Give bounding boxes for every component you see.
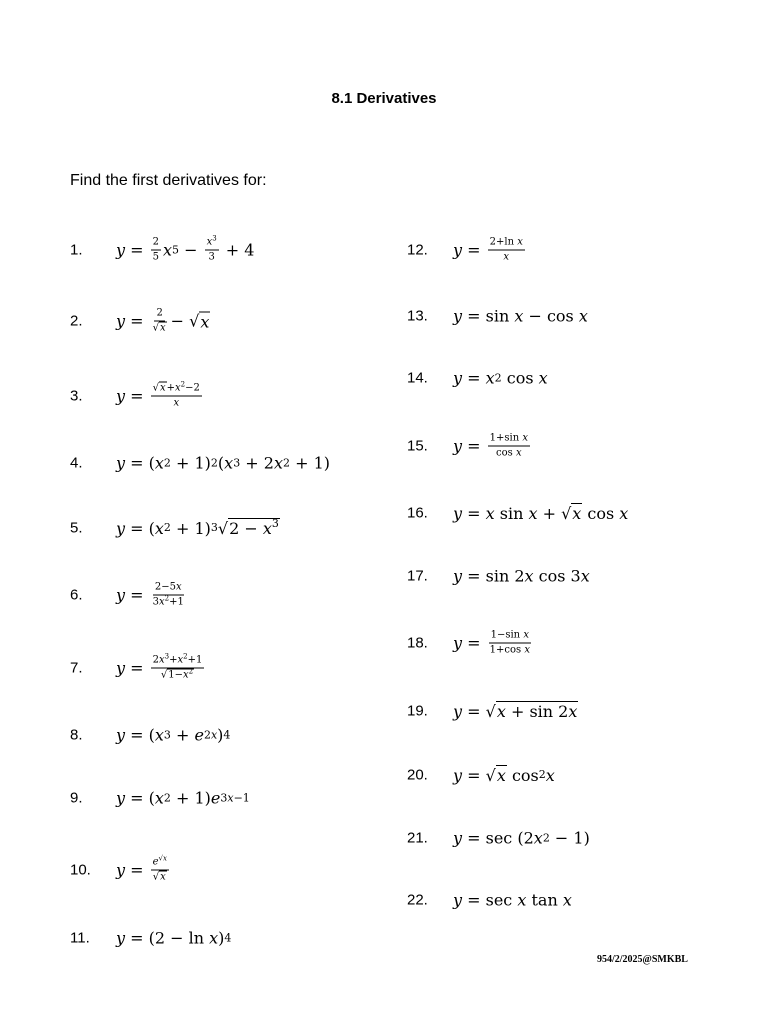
problem-number: 6. xyxy=(70,586,83,604)
page-title: 8.1 Derivatives xyxy=(331,90,437,107)
problem-expression: y = sin x − cos x xyxy=(453,306,588,326)
problem-expression: y = sin 2 x cos 3 x xyxy=(453,566,590,586)
problem-number: 4. xyxy=(70,454,83,472)
problem-number: 11. xyxy=(70,929,90,947)
problem-number: 9. xyxy=(70,789,83,807)
problem-number: 13. xyxy=(407,307,428,325)
problem-number: 5. xyxy=(70,519,83,537)
problem-expression: y = $\frac{\text{2+ln x}}{x}$ xyxy=(453,236,523,263)
problem-number: 17. xyxy=(407,567,428,585)
problem-number: 8. xyxy=(70,726,83,744)
problem-expression: y = √ x cos 2 x xyxy=(453,765,555,785)
problem-number: 12. xyxy=(407,241,428,259)
problem-expression: y = $\frac{√x+x^2-2}{x}$ xyxy=(116,380,200,409)
problem-number: 16. xyxy=(407,504,428,522)
instruction-text: Find the first derivatives for: xyxy=(70,172,267,189)
problem-number: 7. xyxy=(70,659,83,677)
problem-expression: y = $\frac{\text{1+sin x}}{\text{cos x}}$ xyxy=(453,432,528,459)
problem-number: 19. xyxy=(407,702,428,720)
problem-expression: y = $\frac{2}{5}$ x 5 − $\frac{x^3}{3}$ + 4 xyxy=(116,234,255,263)
problem-expression: y = x 2 cos x xyxy=(453,368,548,388)
problem-expression: y = $\frac{e^{√x}}{√x}$ xyxy=(116,854,167,883)
problem-expression: y = ( x 2 + 1) 3 √ $2 - x^3$ xyxy=(116,517,279,538)
problem-expression: y = $\frac{\text{1−sin x}}{\text{1+cos x}}$ xyxy=(453,629,530,656)
problem-number: 2. xyxy=(70,312,83,330)
problem-expression: y = sec x tan x xyxy=(453,890,572,910)
problem-expression: y = ( x 3 + e 2x ) 4 xyxy=(116,725,231,745)
problem-number: 1. xyxy=(70,241,83,259)
problem-expression: y = ( x 2 + 1) e 3x−1 xyxy=(116,788,250,808)
footer-code: 954/2/2025@SMKBL xyxy=(597,954,688,965)
problem-number: 18. xyxy=(407,634,428,652)
problem-number: 20. xyxy=(407,766,428,784)
problem-number: 15. xyxy=(407,437,428,455)
problem-expression: y = ( x 2 + 1) 2 ( x 3 + 2 x 2 + 1) xyxy=(116,453,330,473)
problem-expression: y = $\frac{2}{√x}$ − √ x xyxy=(116,307,210,334)
problem-number: 22. xyxy=(407,891,428,909)
problem-expression: y = √ x + sin 2x xyxy=(453,701,578,721)
problem-number: 14. xyxy=(407,369,428,387)
problem-expression: y = $\frac{2x^3+x^2+1}{√1-x^2}$ xyxy=(116,652,203,681)
problem-number: 3. xyxy=(70,387,83,405)
problem-expression: y = $\frac{2-5x}{3x^2+1}$ xyxy=(116,581,184,608)
problem-number: 10. xyxy=(70,861,91,879)
problem-number: 21. xyxy=(407,829,428,847)
problem-expression: y = (2 − ln x ) 4 xyxy=(116,928,232,948)
problem-expression: y = x sin x + √ x cos x xyxy=(453,503,629,523)
problem-expression: y = sec (2 x 2 − 1) xyxy=(453,828,590,848)
